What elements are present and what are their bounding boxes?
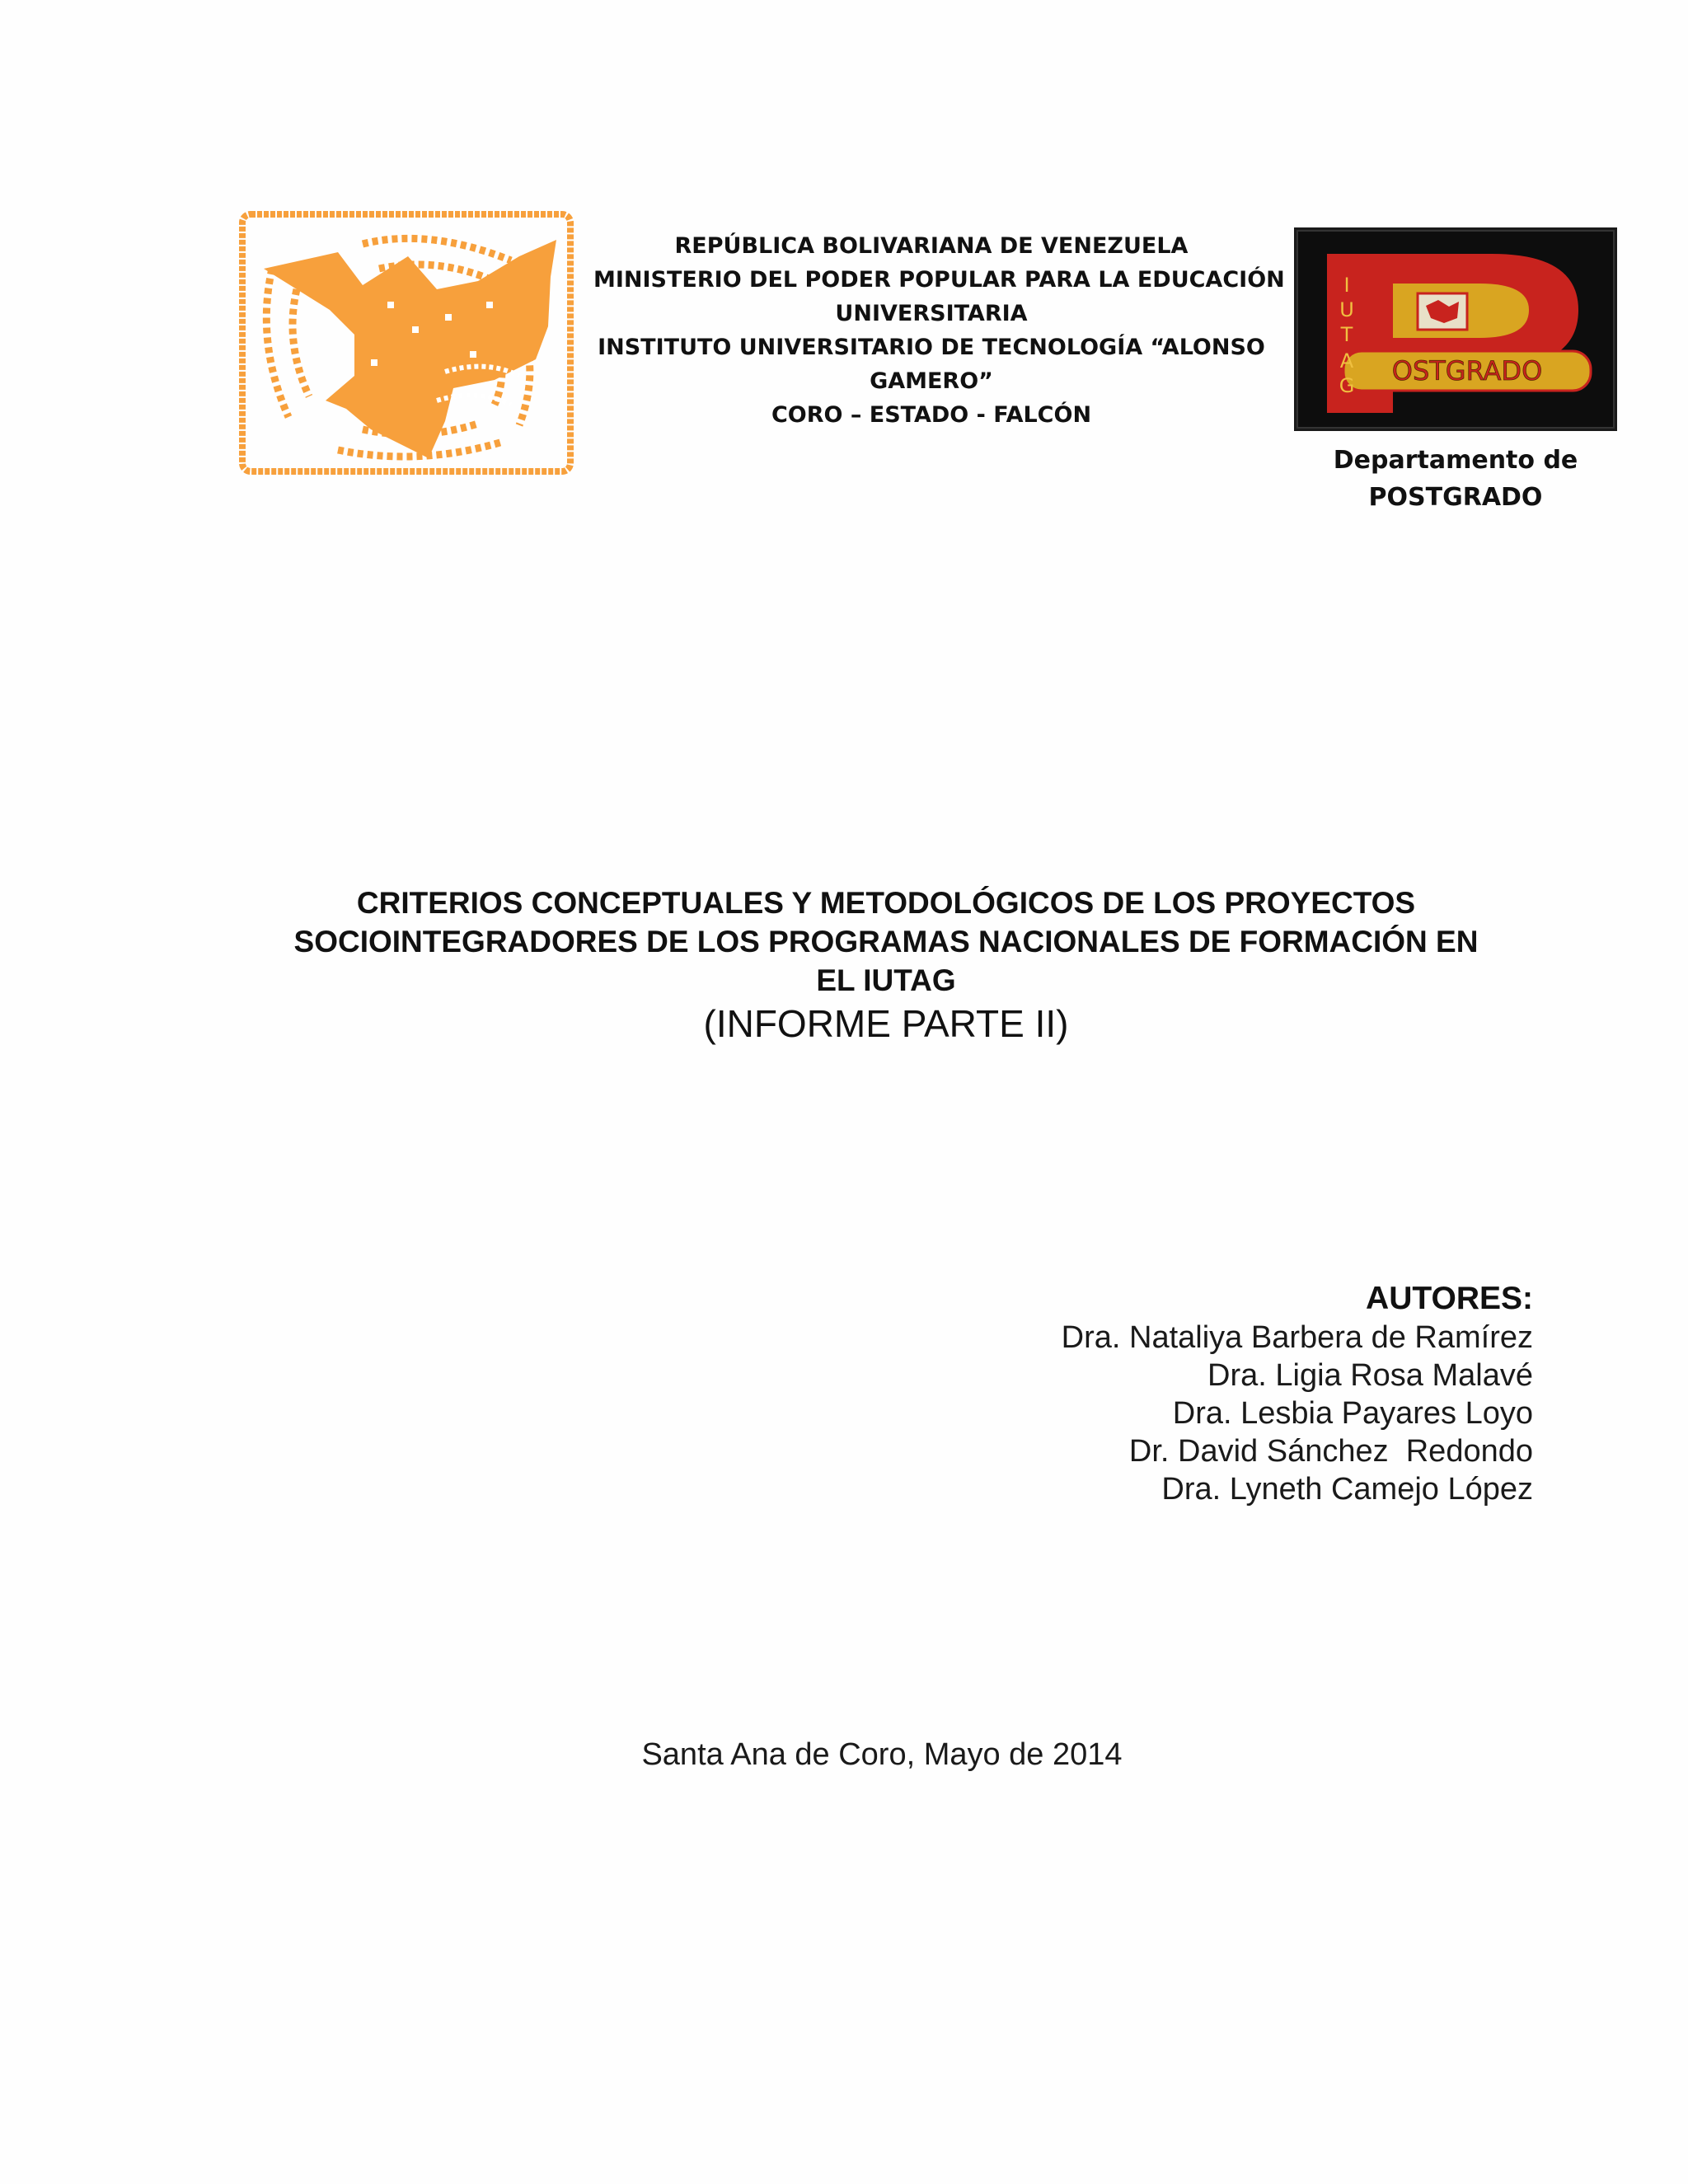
logo-letter: U: [1339, 298, 1354, 321]
author-name: Dra. Lyneth Camejo López: [1161, 1472, 1533, 1507]
header-line: REPÚBLICA BOLIVARIANA DE VENEZUELA: [674, 233, 1189, 259]
authors-block: [1062, 1279, 1533, 1508]
department-label: [1294, 442, 1617, 516]
postgrado-logo-icon: [1294, 227, 1617, 431]
title-line: CRITERIOS CONCEPTUALES Y METODOLÓGICOS DE LOS PROYECTOS: [356, 886, 1416, 920]
header-line: MINISTERIO DEL PODER POPULAR PARA LA EDUCACIÓN: [593, 267, 1285, 293]
logo-letter: I: [1343, 274, 1350, 297]
document-title: [206, 883, 1566, 1046]
postgrado-logo-text: OSTGRADO: [1391, 355, 1543, 387]
author-name: Dra. Nataliya Barbera de Ramírez: [1061, 1320, 1533, 1355]
header-line: UNIVERSITARIA: [835, 301, 1028, 326]
logo-letter: G: [1339, 374, 1355, 397]
institution-header: [593, 229, 1285, 432]
title-line: SOCIOINTEGRADORES DE LOS PROGRAMAS NACIONALES DE FORMACIÓN EN: [293, 925, 1479, 958]
authors-heading: AUTORES:: [1366, 1281, 1533, 1316]
title-main: [206, 883, 1566, 1000]
author-name: Dr. David Sánchez Redondo: [1128, 1434, 1533, 1469]
logo-letter: T: [1340, 323, 1353, 346]
department-line: POSTGRADO: [1368, 483, 1543, 512]
title-line: EL IUTAG: [816, 963, 956, 997]
department-line: Departamento de: [1333, 446, 1578, 475]
place-date: Santa Ana de Coro, Mayo de 2014: [641, 1737, 1123, 1772]
iutag-emblem-icon: [239, 211, 574, 475]
logo-letter: A: [1339, 349, 1354, 373]
header-line: CORO – ESTADO - FALCÓN: [771, 402, 1092, 428]
header-line: INSTITUTO UNIVERSITARIO DE TECNOLOGÍA “ALONSO: [598, 335, 1265, 360]
title-subtitle: (INFORME PARTE II): [703, 1002, 1069, 1045]
header-line: GAMERO”: [870, 368, 993, 394]
author-name: Dra. Lesbia Payares Loyo: [1172, 1396, 1533, 1431]
author-name: Dra. Ligia Rosa Malavé: [1207, 1358, 1533, 1393]
